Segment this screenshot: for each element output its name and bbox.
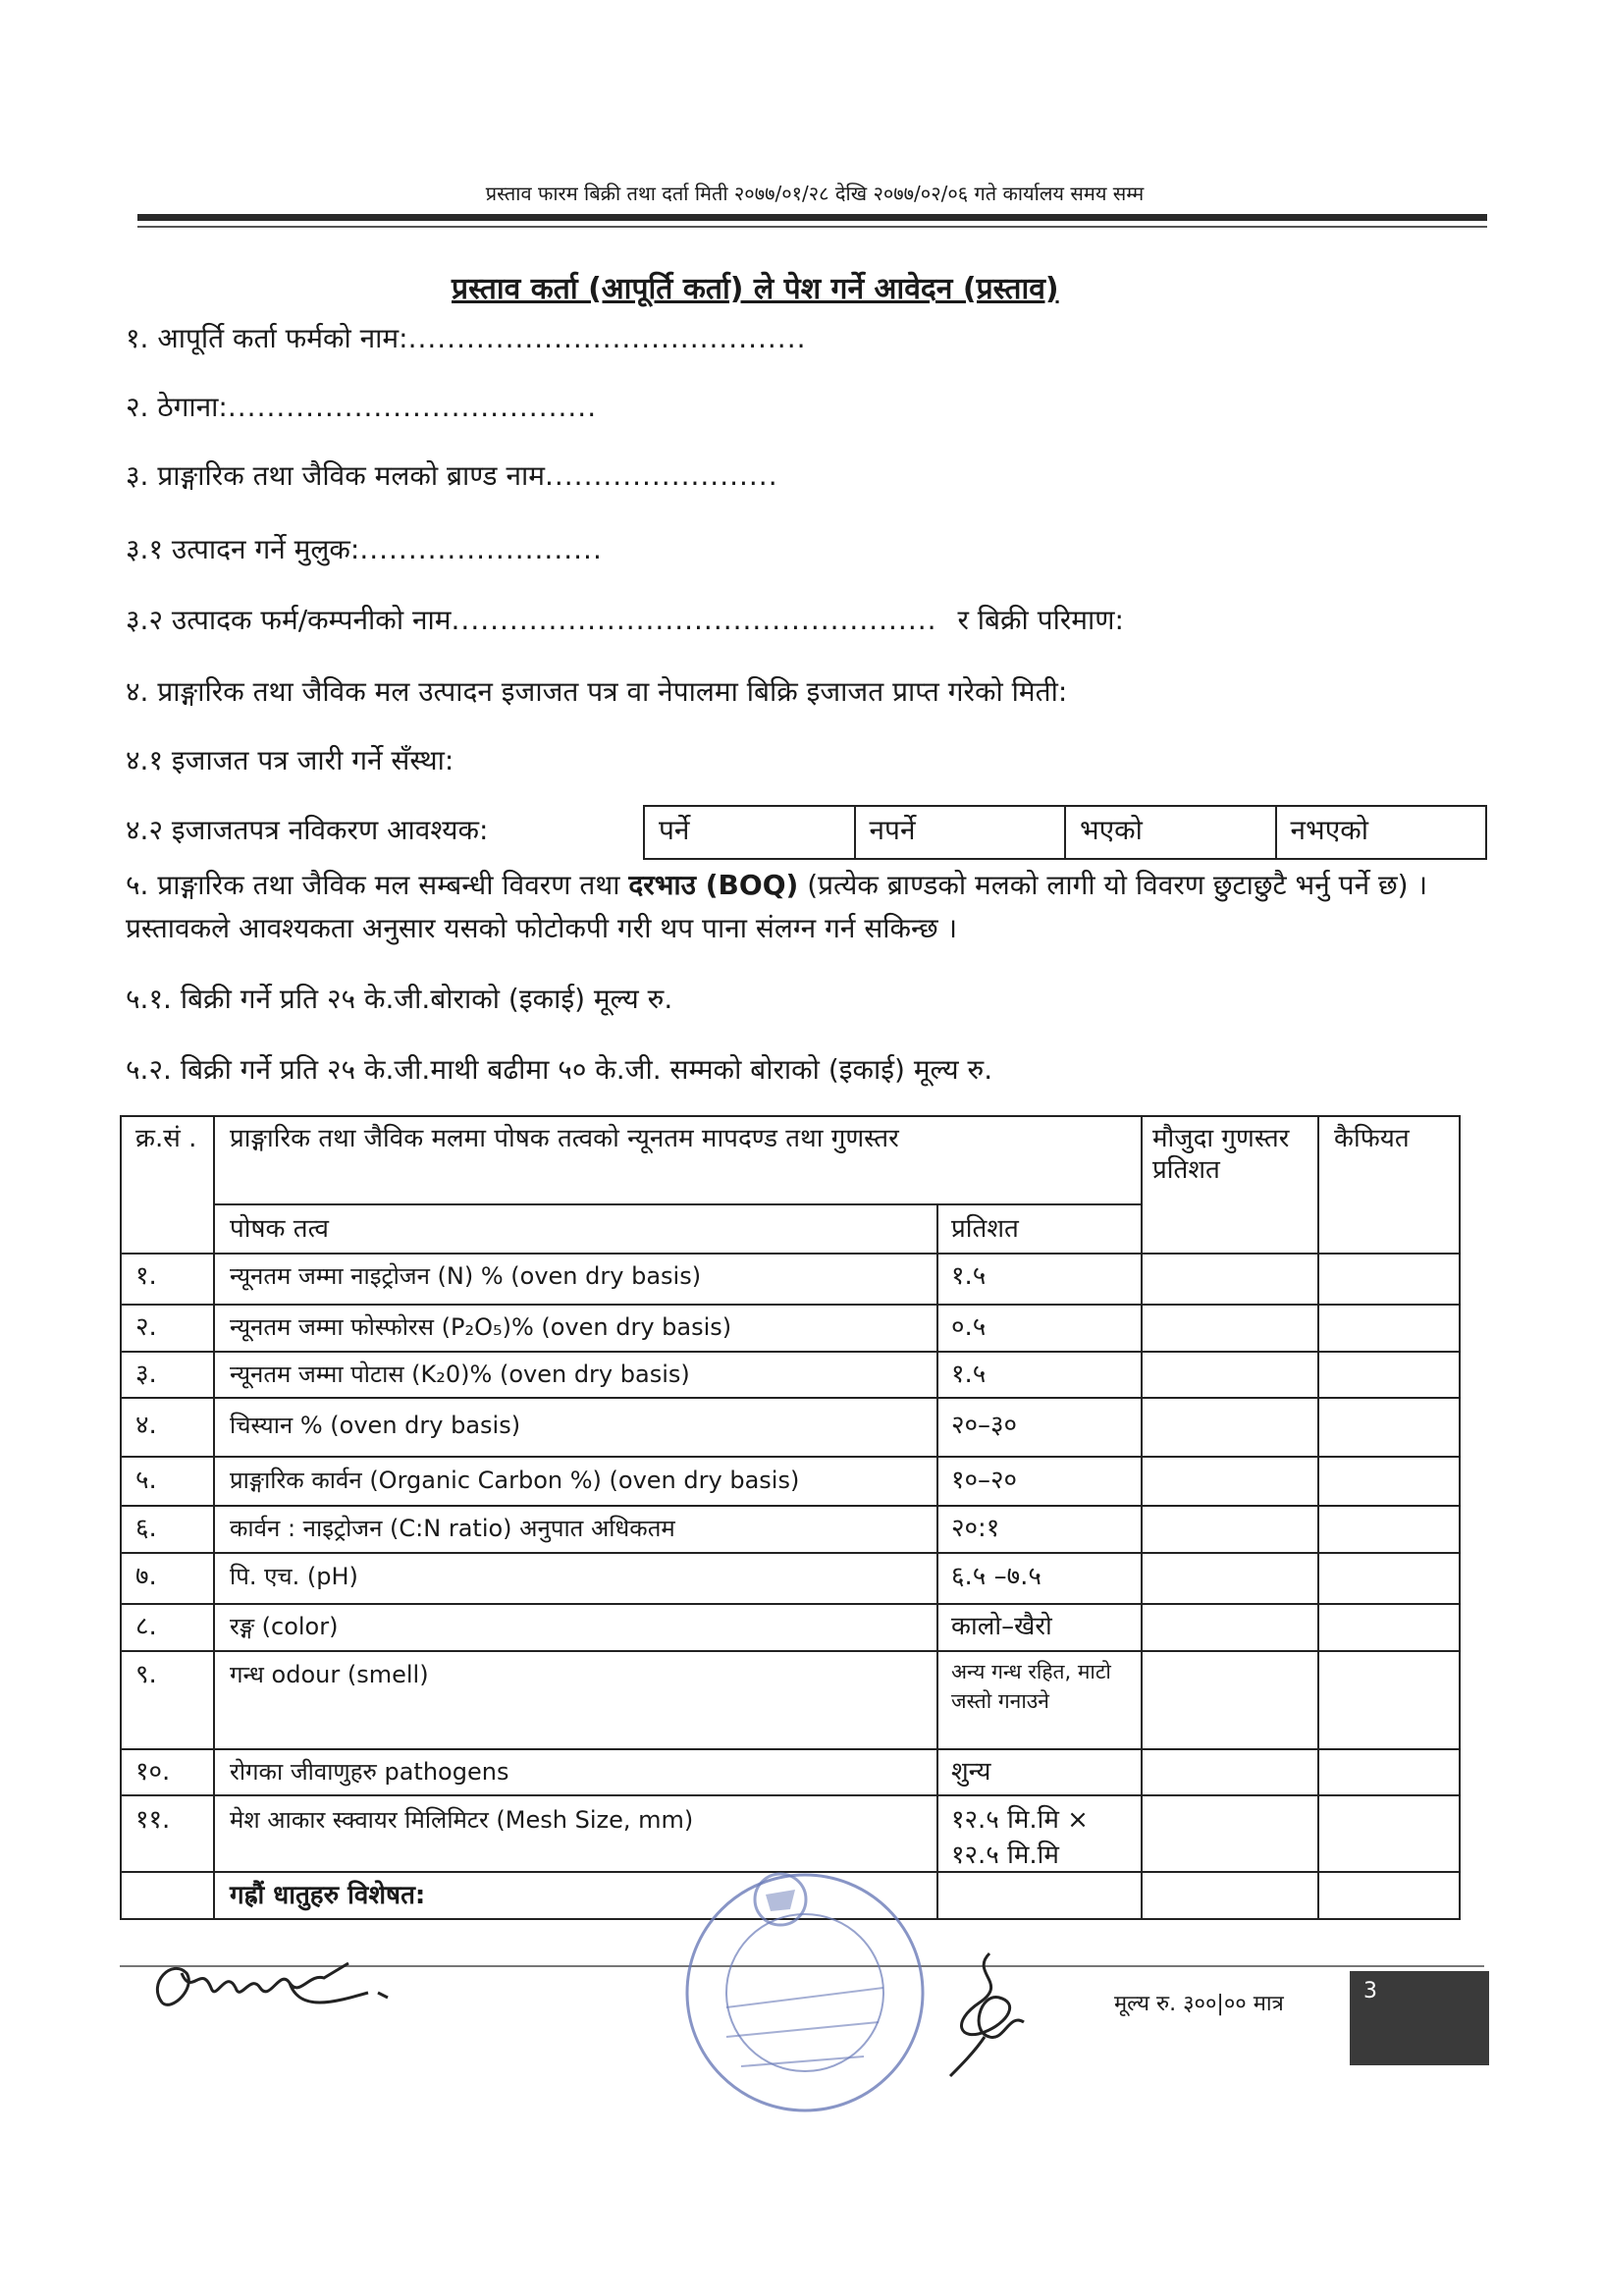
- row-sn: ५.: [135, 1466, 157, 1495]
- office-seal-stamp: [668, 1860, 942, 2120]
- field-license-issuer: ४.१ इजाजत पत्र जारी गर्ने सँस्था:: [126, 744, 454, 776]
- row-percent: २०–३०: [951, 1411, 1018, 1440]
- row-sn: १.: [135, 1261, 157, 1291]
- row-sn: ४.: [135, 1411, 157, 1440]
- row-sn: ६.: [135, 1514, 157, 1543]
- row-nutrient: चिस्यान % (oven dry basis): [230, 1412, 521, 1439]
- row-nutrient: न्यूनतम जम्मा फोस्फोरस (P₂O₅)% (oven dry basis): [230, 1313, 732, 1341]
- row-nutrient: गन्ध odour (smell): [230, 1661, 429, 1688]
- field-address: २. ठेगाना:......................................: [126, 391, 598, 423]
- renewal-option-not-done[interactable]: नभएको: [1290, 814, 1368, 846]
- signature-right: [931, 1944, 1048, 2081]
- row-nutrient: रङ्ग (color): [230, 1613, 339, 1640]
- row-percent: अन्य गन्ध रहित, माटो जस्तो गनाउने: [951, 1660, 1111, 1713]
- row-nutrient: न्यूनतम जम्मा पोटास (K₂0)% (oven dry basis): [230, 1361, 690, 1388]
- form-title: प्रस्ताव कर्ता (आपूर्ति कर्ता) ले पेश गर्ने आवेदन (प्रस्ताव): [452, 272, 1059, 306]
- row-nutrient: न्यूनतम जम्मा नाइट्रोजन (N) % (oven dry basis): [230, 1262, 702, 1290]
- header-period-line: प्रस्ताव फारम बिक्री तथा दर्ता मिती २०७७/०१/२८ देखि २०७७/०२/०६ गते कार्यालय समय सम्म: [485, 182, 1145, 205]
- row-percent: २०:१: [951, 1514, 1000, 1543]
- renewal-options-box: [643, 805, 1487, 860]
- heavy-metals-row: गह्रौं धातुहरु विशेषत:: [230, 1881, 426, 1910]
- header-nutrient-standard: प्राङ्गारिक तथा जैविक मलमा पोषक तत्वको न्यूनतम मापदण्ड तथा गुणस्तर: [230, 1124, 899, 1153]
- field-license-date: ४. प्राङ्गारिक तथा जैविक मल उत्पादन इजाजत पत्र वा नेपालमा बिक्रि इजाजत प्राप्त गरेको मिती:: [126, 675, 1068, 708]
- row-sn: ८.: [135, 1612, 157, 1641]
- page-number: 3: [1350, 1971, 1489, 2065]
- price-50kg-line: ५.२. बिक्री गर्ने प्रति २५ के.जी.माथी बढीमा ५० के.जी. सम्मको बोराको (इकाई) मूल्य रु.: [126, 1053, 993, 1086]
- row-percent: १.५: [951, 1261, 987, 1291]
- header-percent: प्रतिशत: [951, 1214, 1019, 1244]
- field-producer-company: ३.२ उत्पादक फर्म/कम्पनीको नाम.................................................. र बिक्री परिमाण:: [126, 604, 1124, 636]
- boq-label: दरभाउ (BOQ): [628, 869, 799, 901]
- header-nutrient: पोषक तत्व: [230, 1214, 329, 1244]
- header-actual-quality: मौजुदा गुणस्तर प्रतिशत: [1152, 1124, 1290, 1185]
- row-nutrient: पि. एच. (pH): [230, 1563, 358, 1590]
- row-sn: ११.: [135, 1805, 171, 1835]
- row-sn: १०.: [135, 1757, 171, 1787]
- renewal-option-not-required[interactable]: नपर्ने: [856, 807, 1067, 858]
- field-renewal-required: ४.२ इजाजतपत्र नविकरण आवश्यक:: [126, 814, 489, 846]
- row-sn: ७.: [135, 1562, 157, 1591]
- header-serial-number: क्र.सं .: [135, 1124, 197, 1153]
- row-percent: ६.५ –७.५: [951, 1562, 1041, 1591]
- row-sn: ३.: [135, 1360, 157, 1389]
- header-remarks: कैफियत: [1334, 1124, 1410, 1153]
- renewal-option-required[interactable]: पर्ने: [645, 807, 856, 858]
- row-sn: २.: [135, 1312, 157, 1342]
- row-percent: ०.५: [951, 1312, 987, 1342]
- row-nutrient: कार्वन : नाइट्रोजन (C:N ratio) अनुपात अधिकतम: [230, 1515, 675, 1542]
- nutrient-standards-table: [120, 1115, 1461, 1920]
- renewal-option-done[interactable]: भएको: [1066, 807, 1277, 858]
- field-country: ३.१ उत्पादन गर्ने मुलुक:.........................: [126, 533, 603, 565]
- row-sn: ९.: [135, 1660, 157, 1689]
- row-percent: शुन्य: [951, 1757, 991, 1787]
- price-25kg-line: ५.१. बिक्री गर्ने प्रति २५ के.जी.बोराको (इकाई) मूल्य रु.: [126, 983, 673, 1015]
- field-supplier-name: १. आपूर्ति कर्ता फर्मको नाम:.........................................: [126, 322, 807, 354]
- row-percent: १२.५ मि.मि × १२.५ मि.मि: [951, 1805, 1089, 1870]
- form-price: मूल्य रु. ३००|०० मात्र: [1114, 1992, 1284, 2016]
- row-percent: १.५: [951, 1360, 987, 1389]
- header-rule-thin: [137, 226, 1487, 228]
- boq-instructions: ५. प्राङ्गारिक तथा जैविक मल सम्बन्धी विवरण तथा दरभाउ (BOQ) (प्रत्येक ब्राण्डको मलको लागी यो विवरण छुटाछुटै भर्नु पर्ने छ) । प्रस्तावकले आवश्यकता अनुसार यसको फोटोकपी गरी थप पाना संलग्न गर्न सकिन्छ ।: [126, 869, 1428, 944]
- row-nutrient: प्राङ्गारिक कार्वन (Organic Carbon %) (oven dry basis): [230, 1467, 800, 1494]
- row-percent: १०–२०: [951, 1466, 1018, 1495]
- row-nutrient: मेश आकार स्क्वायर मिलिमिटर (Mesh Size, mm): [230, 1806, 694, 1834]
- header-rule: [137, 214, 1487, 221]
- row-nutrient: रोगका जीवाणुहरु pathogens: [230, 1758, 509, 1786]
- signature-left: [142, 1944, 407, 2032]
- row-percent: कालो–खैरो: [951, 1612, 1052, 1641]
- field-brand-name: ३. प्राङ्गारिक तथा जैविक मलको ब्राण्ड नाम........................: [126, 459, 778, 492]
